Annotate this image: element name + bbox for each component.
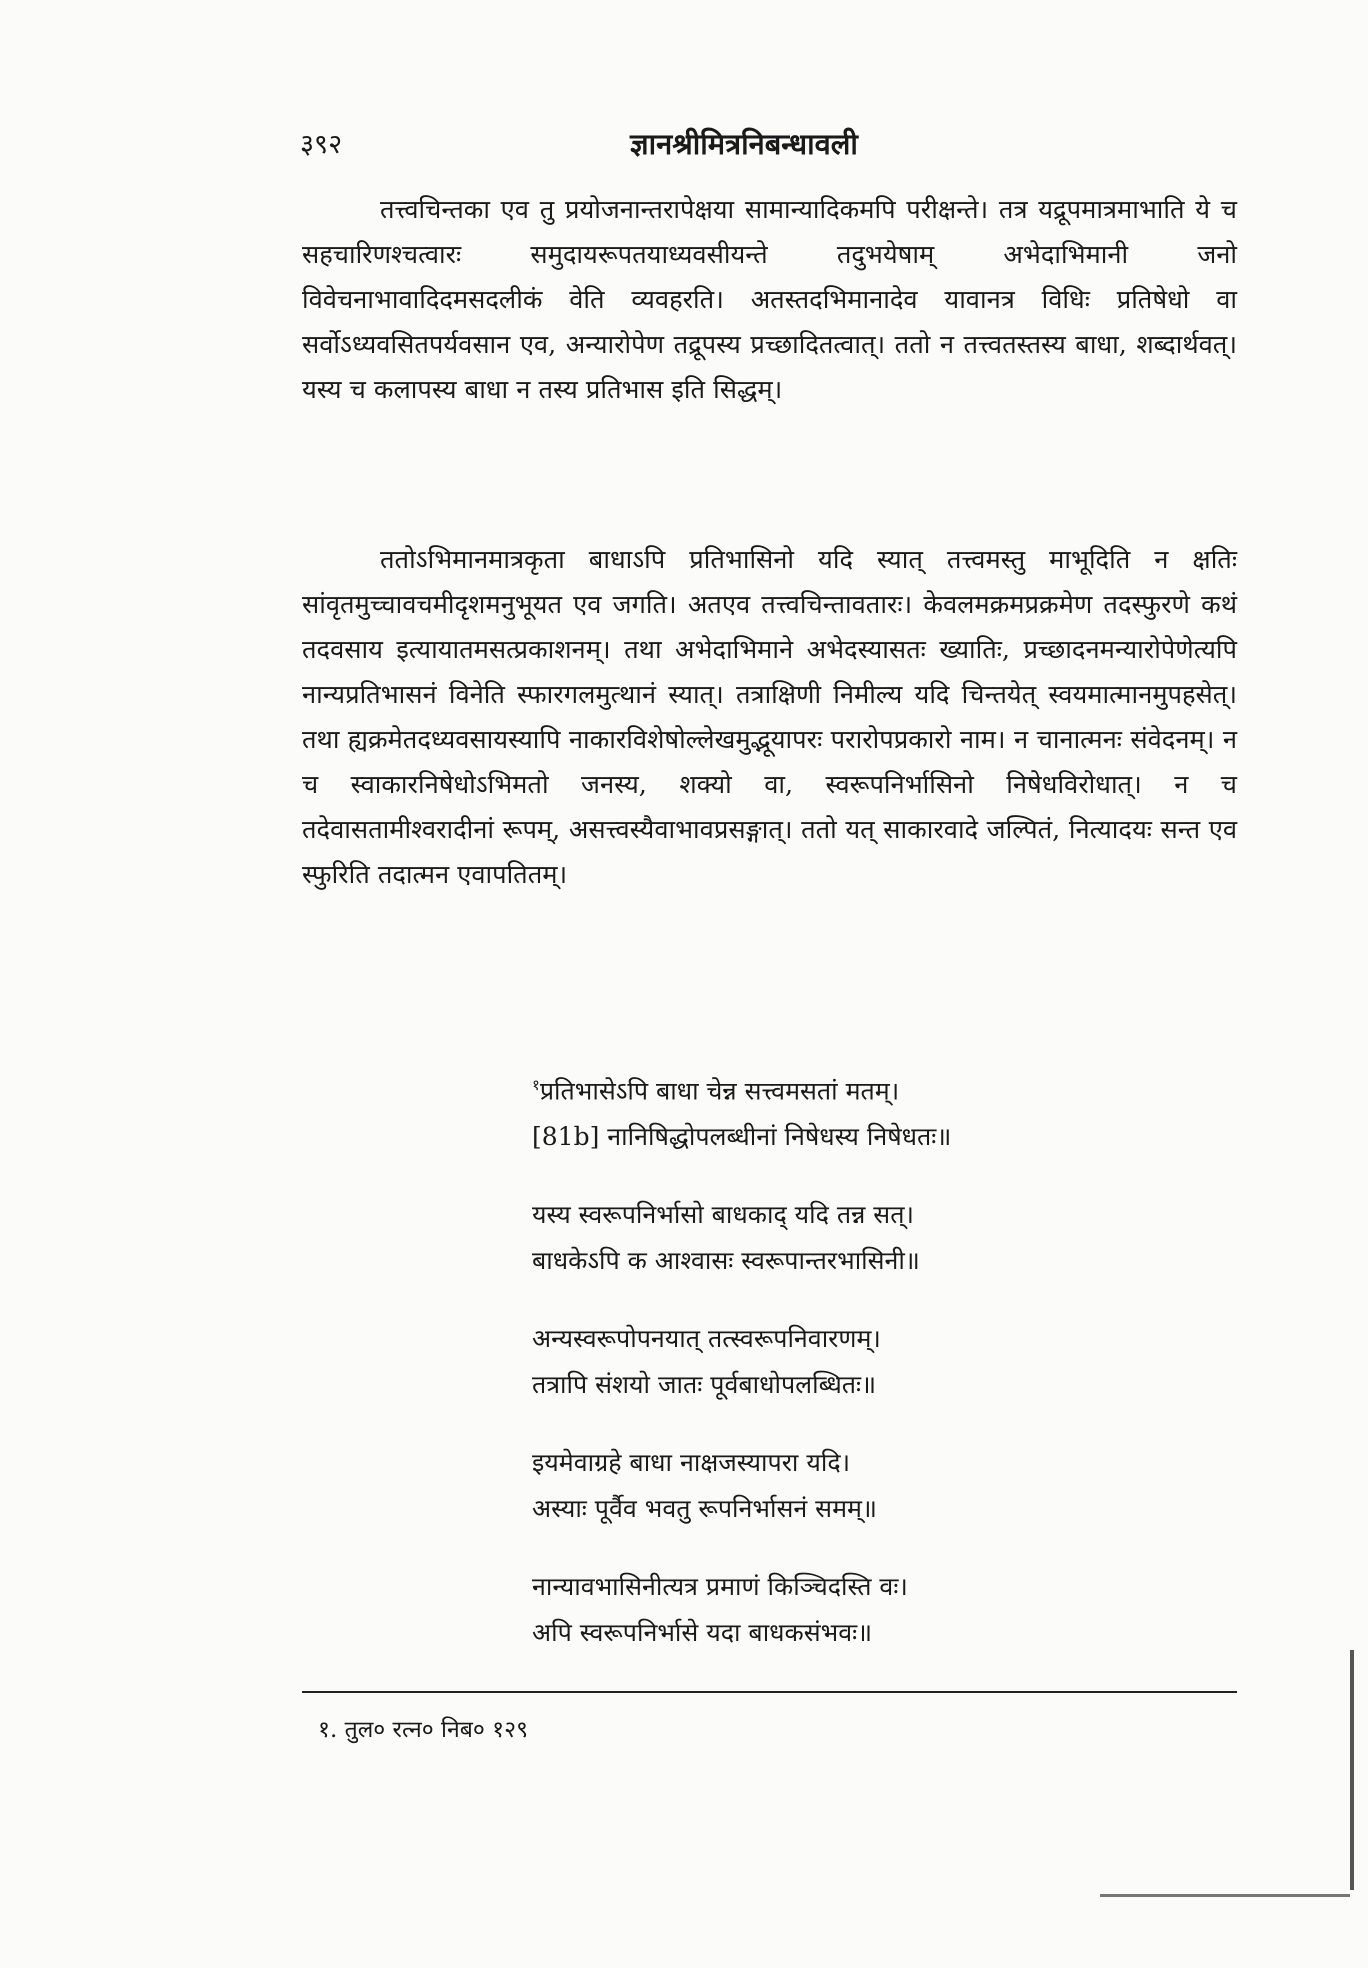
verse-stanza [532,1316,1232,1408]
footnote-marker: १ [532,1076,540,1094]
paragraph: ततोऽभिमानमात्रकृता बाधाऽपि प्रतिभासिनो यदि स्यात् तत्त्वमस्तु माभूदिति न क्षतिः सांवृतमुच्चावचमीदृशमनुभूयत एव जगति। अतएव तत्त्वचिन्तावतारः। केवलमक्रमप्रक्रमेण तदस्फुरणे कथं तदवसाय इत्यायातमसत्प्रकाशनम्। तथा अभेदाभिमाने अभेदस्यासतः ख्यातिः, प्रच्छादनमन्यारोपेणेत्यपि नान्यप्रतिभासनं विनेति स्फारगलमुत्थानं स्यात्। तत्राक्षिणी निमील्य यदि चिन्तयेत् स्वयमात्मानमुपहसेत्। तथा ह्यक्रमेतदध्यवसायस्यापि नाकारविशेषोल्लेखमुद्भूयापरः परारोपप्रकारो नाम। न चानात्मनः संवेदनम्। न च स्वाकारनिषेधोऽभिमतो जनस्य, शक्यो वा, स्वरूपनिर्भासिनो निषेधविरोधात्। न च तदेवासतामीश्वरादीनां रूपम्, असत्त्वस्यैवाभावप्रसङ्गात्। ततो यत् साकारवादे जल्पितं, नित्यादयः सन्त एव स्फुरिति तदात्मन एवापतितम्। [302,545,1237,890]
verse-stanza [532,1062,1232,1160]
verse-line: $^१$प्रतिभासेऽपि बाधा चेन्न सत्त्वमसतां मतम्। [532,1076,900,1106]
paragraph: तत्त्वचिन्तका एव तु प्रयोजनान्तरापेक्षया सामान्यादिकमपि परीक्षन्ते। तत्र यद्रूपमात्रमाभाति ये च सहचारिणश्चत्वारः समुदायरूपतयाध्यवसीयन्ते तदुभयेषाम् अभेदाभिमानी जनो विवेचनाभावादिदमसदलीकं वेति व्यवहरति। अतस्तदभिमानादेव यावानत्र विधिः प्रतिषेधो वा सर्वोऽध्यवसितपर्यवसान एव, अन्यारोपेण तद्रूपस्य प्रच्छादितत्वात्। ततो न तत्त्वतस्तस्य बाधा, शब्दार्थवत्। यस्य च कलापस्य बाधा न तस्य प्रतिभास इति सिद्धम्। [302,195,1237,405]
verse-line: नान्यावभासिनीत्यत्र प्रमाणं किञ्चिदस्ति वः। [532,1572,908,1602]
body-text-block-2 [302,538,1237,898]
scan-edge-mark [1350,1650,1354,1890]
running-title: ज्ञानश्रीमित्रनिबन्धावली [630,127,858,161]
verse-stanza [532,1440,1232,1532]
verse-line: अपि स्वरूपनिर्भासे यदा बाधकसंभवः॥ [532,1618,873,1648]
body-text-block-1 [302,188,1237,413]
verse-line: बाधकेऽपि क आश्वासः स्वरूपान्तरभासिनी॥ [532,1246,920,1276]
verse-line: इयमेवाग्रहे बाधा नाक्षजस्यापरा यदि। [532,1448,851,1478]
page-number: ३९२ [300,129,343,160]
verse-line: अन्यस्वरूपोपनयात् तत्स्वरूपनिवारणम्। [532,1324,881,1354]
footnote-rule [302,1691,1237,1693]
verse-stanza [532,1192,1232,1284]
verse-line: यस्य स्वरूपनिर्भासो बाधकाद् यदि तन्न सत्। [532,1200,914,1230]
verse-line: [81b] नानिषिद्धोपलब्धीनां निषेधस्य निषेधतः॥ [532,1122,952,1152]
verse-line: अस्याः पूर्वैव भवतु रूपनिर्भासनं समम्॥ [532,1494,877,1524]
verse-block [532,1062,1232,1688]
scan-edge-mark [1100,1894,1350,1897]
page-header [300,124,1230,164]
verse-stanza [532,1564,1232,1656]
verse-line: तत्रापि संशयो जातः पूर्वबाधोपलब्धितः॥ [532,1370,877,1400]
footnote: १. तुल० रत्न० निब० १२९ [318,1717,529,1743]
